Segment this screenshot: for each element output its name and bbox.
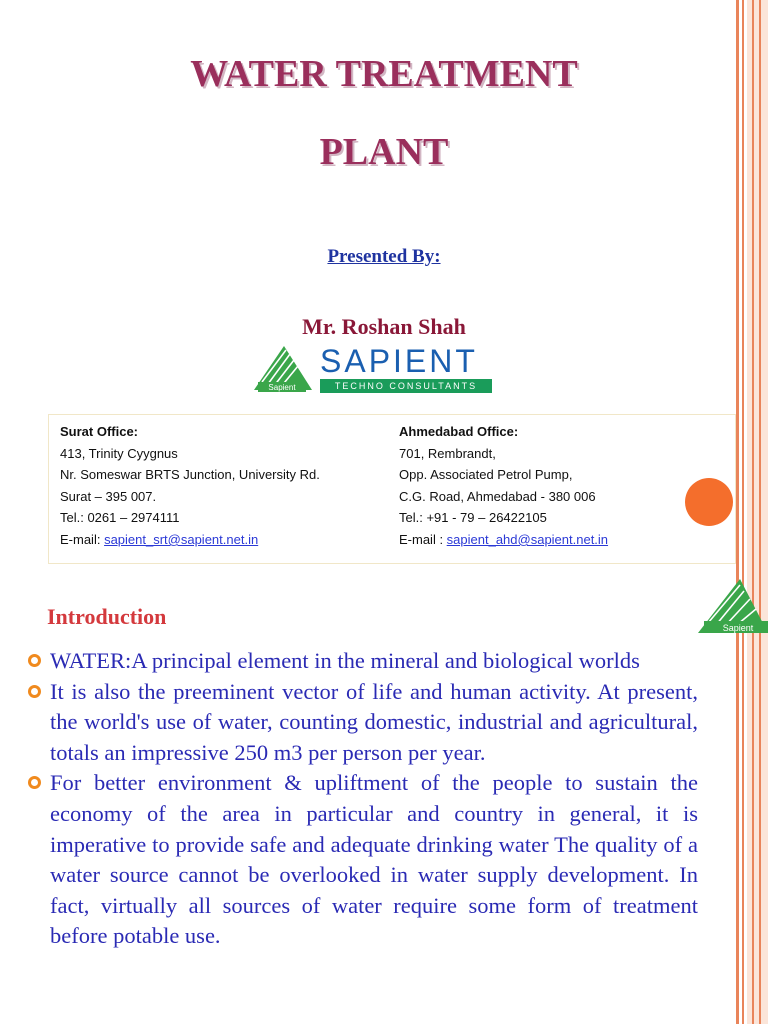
bullet-list: [28, 646, 698, 952]
page-title-line1: WATER TREATMENT: [190, 53, 578, 95]
email-label: E-mail :: [399, 531, 447, 547]
address-line: 413, Trinity Cyygnus: [60, 445, 178, 461]
surat-office: [60, 421, 320, 551]
logo-name: SAPIENT: [320, 343, 478, 379]
bullet-ring-icon: [28, 776, 41, 789]
corner-mark-text: Sapient: [722, 623, 754, 633]
email-row: [399, 529, 608, 551]
logo-tagline: TECHNO CONSULTANTS: [320, 379, 492, 393]
phone-number: Tel.: 0261 – 2974111: [60, 510, 180, 526]
email-label: E-mail:: [60, 531, 105, 547]
list-item: [28, 646, 698, 677]
bullet-ring-icon: [28, 685, 41, 698]
list-item: [28, 677, 698, 769]
office-address-box: [48, 414, 736, 564]
presented-by-label: Presented By:: [327, 246, 441, 267]
email-link[interactable]: sapient_srt@sapient.net.in: [104, 531, 259, 547]
section-title: Introduction: [47, 604, 167, 629]
email-row: [60, 529, 320, 551]
address-line: 701, Rembrandt,: [399, 445, 496, 461]
ahmedabad-office: [399, 421, 608, 551]
presenter-name: Mr. Roshan Shah: [302, 314, 466, 339]
list-item-text: WATER:A principal element in the mineral and biological worlds: [50, 648, 640, 673]
sapient-logo-icon: [250, 340, 318, 394]
corner-logo-icon: [694, 577, 768, 635]
list-item: [28, 768, 698, 952]
list-item-text: For better environment & upliftment of the people to sustain the economy of the area in particular and country in general, it is imperative to provide safe and adequate drinking water The quality of a water source cannot be overlooked in water supply development. In fact, virtually all sources of water require some form of treatment before potable use.: [50, 770, 698, 949]
address-line: Surat – 395 007.: [60, 488, 157, 504]
email-link[interactable]: sapient_ahd@sapient.net.in: [446, 531, 609, 547]
logo-mark-text: Sapient: [268, 383, 296, 392]
office-heading: Ahmedabad Office:: [399, 424, 519, 439]
office-heading: Surat Office:: [60, 424, 139, 439]
page-title-line2: PLANT: [319, 131, 449, 173]
phone-number: Tel.: +91 - 79 – 26422105: [399, 510, 547, 526]
address-line: C.G. Road, Ahmedabad - 380 006: [399, 488, 596, 504]
list-item-text: It is also the preeminent vector of life and human activity. At present, the world's use of water, counting domestic, industrial and agricultural, totals an impressive 250 m3 per person per year.: [50, 678, 698, 765]
address-line: Nr. Someswar BRTS Junction, University Rd.: [60, 467, 320, 483]
bullet-ring-icon: [28, 654, 41, 667]
address-line: Opp. Associated Petrol Pump,: [399, 467, 573, 483]
